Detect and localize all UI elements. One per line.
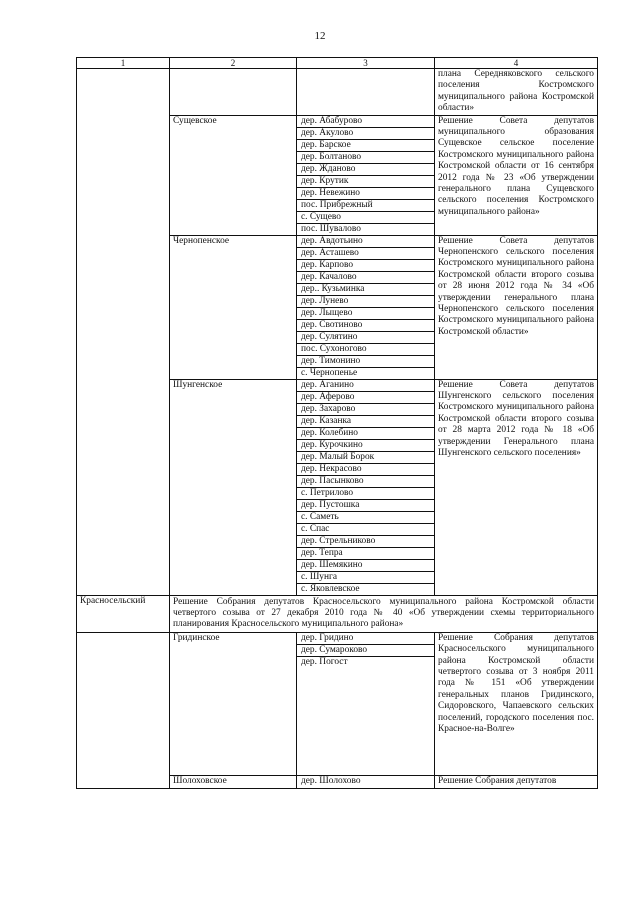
village-row bbox=[297, 127, 434, 139]
village-name: дер. Сулятино bbox=[297, 331, 434, 343]
village-row bbox=[297, 259, 434, 271]
settlement-name: Шолоховское bbox=[170, 775, 297, 788]
village-list bbox=[297, 116, 434, 235]
village-row bbox=[297, 355, 434, 367]
district-cell bbox=[77, 69, 170, 596]
villages-cell bbox=[297, 69, 435, 116]
village-row bbox=[297, 271, 434, 283]
village-name: дер. Невежино bbox=[297, 187, 434, 199]
village-row bbox=[297, 343, 434, 355]
village-name: дер. Асташево bbox=[297, 247, 434, 259]
village-row bbox=[297, 583, 434, 595]
village-name: дер. Акулово bbox=[297, 127, 434, 139]
village-row bbox=[297, 571, 434, 583]
village-name: дер. Крутик bbox=[297, 175, 434, 187]
village-name: дер. Лунево bbox=[297, 295, 434, 307]
settlement-name: Шунгенское bbox=[170, 379, 297, 595]
village-name: с. Шунга bbox=[297, 571, 434, 583]
village-row bbox=[297, 319, 434, 331]
page-number: 12 bbox=[314, 30, 326, 42]
settlement-name: Чернопенское bbox=[170, 235, 297, 379]
village-list bbox=[297, 633, 434, 668]
village-row bbox=[297, 487, 434, 499]
decision-cell: плана Середняковского сельского поселения Костромского муниципального района Костромской области» bbox=[435, 69, 598, 116]
village-name: дер. Некрасово bbox=[297, 463, 434, 475]
village-list bbox=[297, 380, 434, 595]
village-row bbox=[297, 463, 434, 475]
village-name: дер. Лыщево bbox=[297, 307, 434, 319]
villages-cell bbox=[297, 775, 435, 788]
village-name: дер. Казанка bbox=[297, 415, 434, 427]
village-name: дер. Стрельниково bbox=[297, 535, 434, 547]
village-row bbox=[297, 236, 434, 248]
village-list bbox=[297, 776, 434, 787]
village-row bbox=[297, 511, 434, 523]
village-name: с. Петрилово bbox=[297, 487, 434, 499]
decision-text: Решение Собрания депутатов bbox=[435, 775, 598, 788]
settlement-name: Сущевское bbox=[170, 115, 297, 235]
village-row bbox=[297, 559, 434, 571]
village-row bbox=[297, 295, 434, 307]
column-header: 4 bbox=[435, 58, 598, 69]
village-name: с. Саметь bbox=[297, 511, 434, 523]
village-name: дер. Свотиново bbox=[297, 319, 434, 331]
village-row bbox=[297, 367, 434, 379]
column-header-row bbox=[77, 58, 598, 69]
village-row bbox=[297, 331, 434, 343]
village-name: пос. Сухоногово bbox=[297, 343, 434, 355]
village-name: дер. Абабурово bbox=[297, 116, 434, 128]
continued-row bbox=[77, 69, 598, 116]
village-name: дер. Пустошка bbox=[297, 499, 434, 511]
village-row bbox=[297, 439, 434, 451]
village-row bbox=[297, 415, 434, 427]
column-header: 2 bbox=[170, 58, 297, 69]
village-name: дер. Карпово bbox=[297, 259, 434, 271]
settlement-cell bbox=[170, 69, 297, 116]
village-row bbox=[297, 633, 434, 645]
village-row bbox=[297, 451, 434, 463]
village-name: дер.. Кузьминка bbox=[297, 283, 434, 295]
village-row bbox=[297, 139, 434, 151]
village-name: дер. Аганино bbox=[297, 380, 434, 392]
decision-text: Решение Совета депутатов Чернопенского сельского поселения Костромского муниципального района Костромской области второго созыва от 28 июня 2012 года № 34 «Об утверждении генерального плана Чернопенского сельского поселения Костромского муниципального района Костромской области» bbox=[435, 235, 598, 379]
village-row bbox=[297, 427, 434, 439]
village-name: дер. Колебино bbox=[297, 427, 434, 439]
village-row bbox=[297, 523, 434, 535]
village-row bbox=[297, 151, 434, 163]
decision-text: Решение Совета депутатов Шунгенского сельского поселения Костромского муниципального района Костромской области второго созыва от 28 марта 2012 года № 18 «Об утверждении Генерального плана Шунгенского сельского поселения» bbox=[435, 379, 598, 595]
village-name: дер. Шолохово bbox=[301, 775, 361, 786]
villages-cell bbox=[297, 632, 435, 775]
district-continuation-cell bbox=[77, 632, 170, 788]
villages-cell bbox=[297, 379, 435, 595]
village-row bbox=[297, 656, 434, 668]
village-row bbox=[297, 776, 434, 787]
village-name: дер. Аферово bbox=[297, 391, 434, 403]
village-name: дер. Качалово bbox=[297, 271, 434, 283]
village-name: пос. Прибрежный bbox=[297, 199, 434, 211]
village-name: дер. Авдотьино bbox=[297, 236, 434, 248]
decision-text: Решение Совета депутатов муниципального образования Сущевское сельское поселение Костромского муниципального района Костромской области от 16 сентября 2012 года № 23 «Об утверждении генерального плана Сущевского сельского поселения Костромского муниципального района» bbox=[435, 115, 598, 235]
district-name: Красносельский bbox=[77, 595, 170, 632]
settlements-table bbox=[76, 57, 598, 789]
village-name: дер. Пасынково bbox=[297, 475, 434, 487]
district-decision: Решение Собрания депутатов Красносельского муниципального района Костромской области четвертого созыва от 27 декабря 2010 года № 40 «Об утверждении схемы территориального планирования Красносельского муниципального района» bbox=[170, 595, 598, 632]
village-row bbox=[297, 499, 434, 511]
village-name: дер. Тепра bbox=[297, 547, 434, 559]
village-name: дер. Болтаново bbox=[297, 151, 434, 163]
village-name: дер. Сумароково bbox=[297, 644, 434, 656]
settlement-name: Гридинское bbox=[170, 632, 297, 775]
village-name: дер. Курочкино bbox=[297, 439, 434, 451]
village-name: с. Спас bbox=[297, 523, 434, 535]
village-name: дер. Погост bbox=[301, 656, 348, 667]
village-name: дер. Жданово bbox=[297, 163, 434, 175]
village-name: с. Сущево bbox=[297, 211, 434, 223]
village-list bbox=[297, 236, 434, 379]
village-row bbox=[297, 391, 434, 403]
village-name: дер. Шемякино bbox=[297, 559, 434, 571]
column-header: 1 bbox=[77, 58, 170, 69]
village-row bbox=[297, 199, 434, 211]
village-row bbox=[297, 223, 434, 235]
village-name: дер. Барское bbox=[297, 139, 434, 151]
village-row bbox=[297, 403, 434, 415]
village-name: дер. Малый Борок bbox=[297, 451, 434, 463]
village-row bbox=[297, 644, 434, 656]
villages-cell bbox=[297, 115, 435, 235]
column-header: 3 bbox=[297, 58, 435, 69]
village-row bbox=[297, 475, 434, 487]
district-row bbox=[77, 595, 598, 632]
decision-text: Решение Собрания депутатов Красносельского муниципального района Костромской области четвертого созыва от 3 ноября 2011 года № 151 «Об утверждении генеральных планов Гридинского, Сидоровского, Чапаевского сельских поселений, городского поселения пос. Красное-на-Волге» bbox=[435, 632, 598, 775]
village-name: с. Чернопенье bbox=[301, 367, 358, 378]
settlement-row bbox=[77, 632, 598, 775]
village-row bbox=[297, 547, 434, 559]
villages-cell bbox=[297, 235, 435, 379]
village-name: дер. Гридино bbox=[297, 633, 434, 645]
village-name: пос. Шувалово bbox=[301, 223, 361, 234]
village-row bbox=[297, 283, 434, 295]
village-row bbox=[297, 535, 434, 547]
village-row bbox=[297, 187, 434, 199]
village-row bbox=[297, 163, 434, 175]
village-row bbox=[297, 247, 434, 259]
village-name: дер. Тимонино bbox=[297, 355, 434, 367]
village-row bbox=[297, 175, 434, 187]
village-row bbox=[297, 211, 434, 223]
village-name: с. Яковлевское bbox=[301, 583, 360, 594]
village-row bbox=[297, 116, 434, 128]
village-row bbox=[297, 380, 434, 392]
village-row bbox=[297, 307, 434, 319]
village-name: дер. Захарово bbox=[297, 403, 434, 415]
